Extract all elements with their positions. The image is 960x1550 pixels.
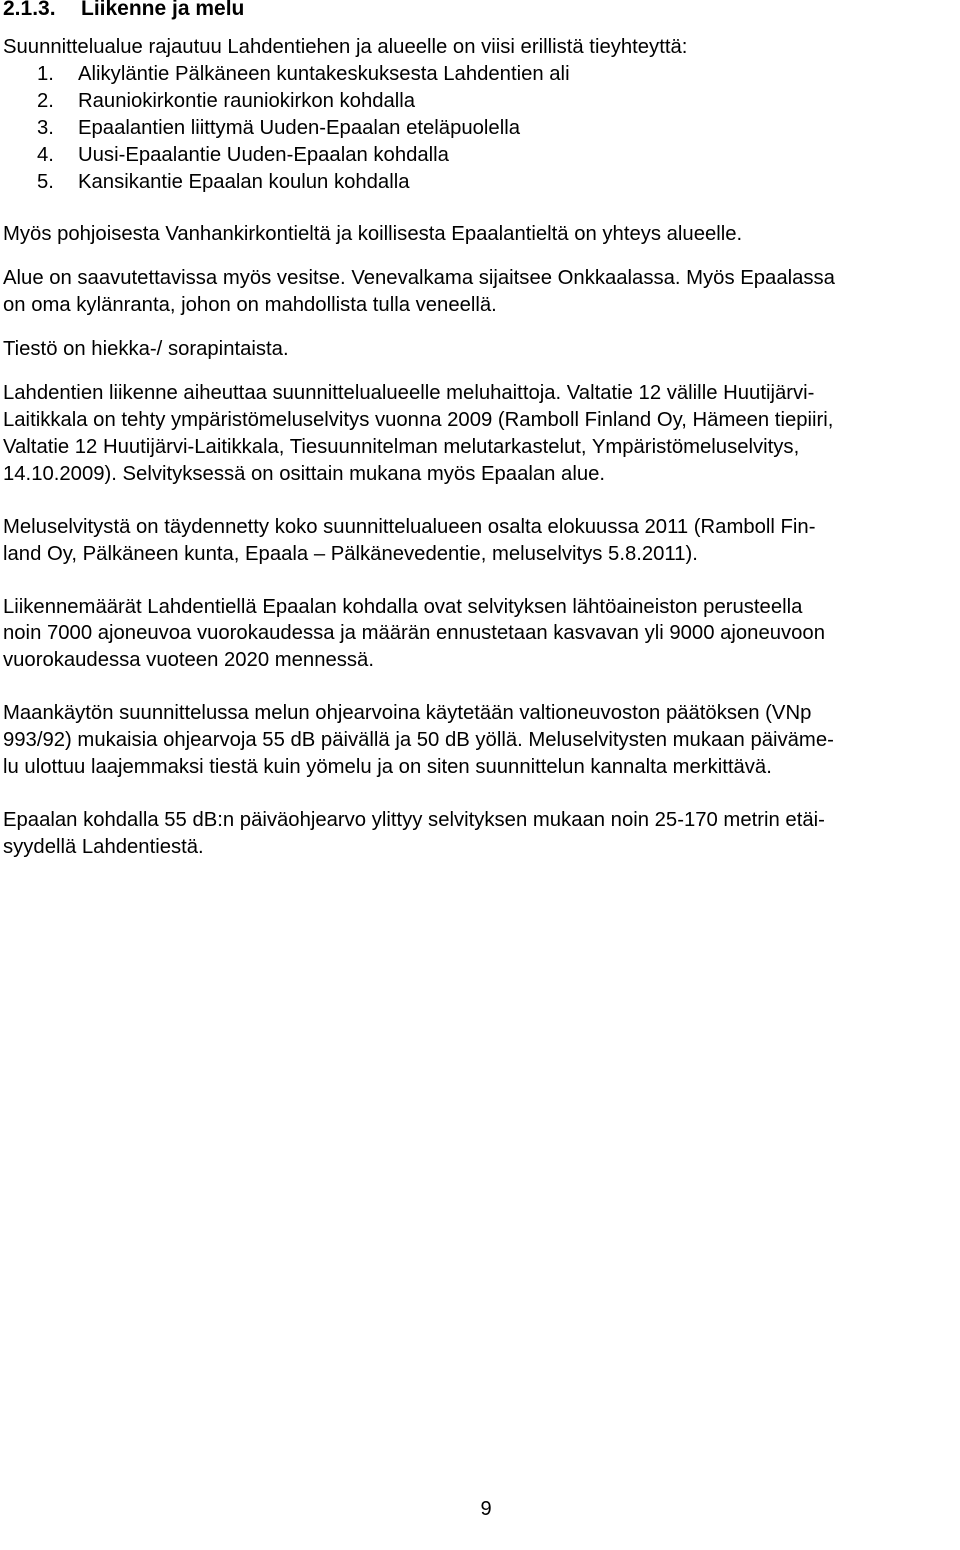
paragraph-traffic-volumes: Liikennemäärät Lahdentiellä Epaalan kohdalla ovat selvityksen lähtöaineiston perusteella noin 7000 ajoneuvoa vuorokaudessa ja määrän ennustetaan kasvavan yli 9000 ajoneuvoon vuorokaudessa vuoteen 2020 mennessä.: [3, 595, 825, 672]
page-number: 9: [480, 1498, 492, 1520]
road-connections-list: [3, 61, 958, 196]
paragraph-noise-distance: Epaalan kohdalla 55 dB:n päiväohjearvo ylittyy selvityksen mukaan noin 25-170 metrin etäi- syydellä Lahdentiestä.: [3, 808, 825, 858]
page-content: [3, 0, 958, 861]
intro-paragraph: Suunnittelualue rajautuu Lahdentiehen ja alueelle on viisi erillistä tieyhteyttä:: [3, 36, 688, 58]
section-title: Liikenne ja melu: [81, 0, 245, 20]
paragraph-noise-guidelines: Maankäytön suunnittelussa melun ohjearvoina käytetään valtioneuvoston päätöksen (VNp 993/92) mukaisia ohjearvoja 55 dB päivällä ja 50 dB yöllä. Meluselvitysten mukaan päiväme- lu ulottuu laajemmaksi tiestä kuin yömelu ja on siten suunnittelun kannalta merkittävä.: [3, 702, 834, 779]
list-item: 2. Rauniokirkontie rauniokirkon kohdalla: [37, 89, 416, 112]
paragraph-other-connections: Myös pohjoisesta Vanhankirkontieltä ja koillisesta Epaalantieltä on yhteys alueelle.: [3, 223, 743, 246]
paragraph-road-surface: Tiestö on hiekka-/ sorapintaista.: [3, 338, 289, 361]
section-heading: [3, 0, 958, 22]
list-item: 4. Uusi-Epaalantie Uuden-Epaalan kohdalla: [37, 143, 449, 166]
list-item: 1. Alikyläntie Pälkäneen kuntakeskuksesta Lahdentien ali: [37, 62, 570, 85]
list-item: 3. Epaalantien liittymä Uuden-Epaalan eteläpuolella: [37, 116, 520, 139]
section-number: 2.1.3.: [3, 0, 56, 20]
paragraph-waterway: Alue on saavutettavissa myös vesitse. Venevalkama sijaitsee Onkkaalassa. Myös Epaalassa on oma kylänranta, johon on mahdollista tulla veneellä.: [3, 267, 835, 317]
list-item: 5. Kansikantie Epaalan koulun kohdalla: [37, 170, 410, 193]
paragraph-noise-survey: Lahdentien liikenne aiheuttaa suunnittelualueelle meluhaittoja. Valtatie 12 välille Huutijärvi- Laitikkala on tehty ympäristömeluselvitys vuonna 2009 (Ramboll Finland Oy, Hämeen tiepiiri, Valtatie 12 Huutijärvi-Laitikkala, Tiesuunnitelman melutarkastelut, Ympäristömeluselvitys, 14.10.2009). Selvityksessä on osittain mukana myös Epaalan alue.: [3, 382, 834, 485]
paragraph-survey-supplement: Meluselvitystä on täydennetty koko suunnittelualueen osalta elokuussa 2011 (Ramboll Fin- land Oy, Pälkäneen kunta, Epaala – Pälkänevedentie, meluselvitys 5.8.2011).: [3, 515, 816, 565]
